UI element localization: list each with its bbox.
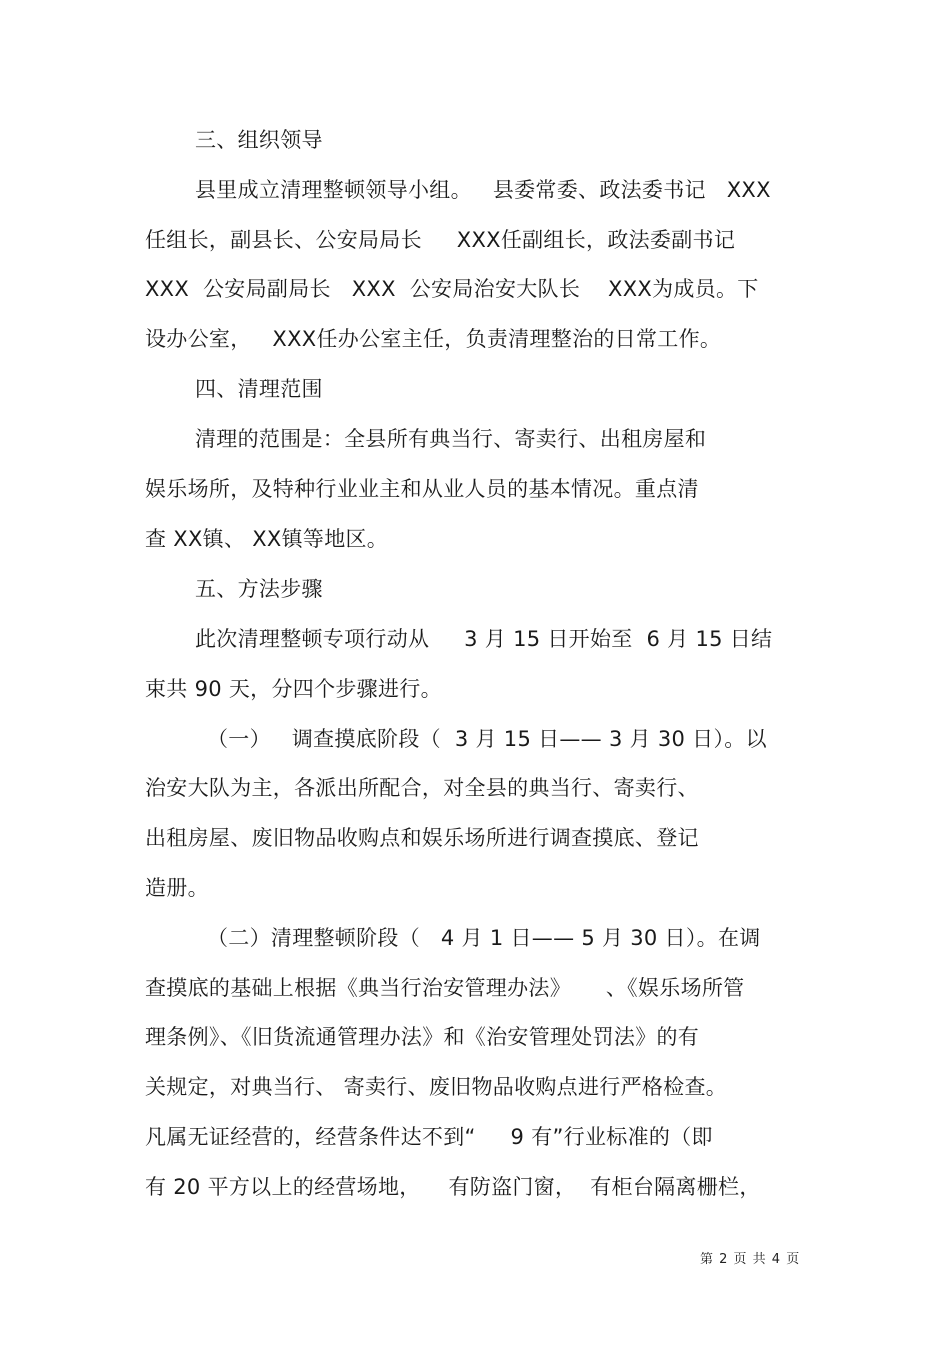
paragraph-line: 理条例》、《旧货流通管理办法》和《治安管理处罚法》的有 — [145, 1025, 700, 1049]
page-number-footer: 第 2 页 共 4 页 — [700, 1252, 801, 1267]
paragraph-line: 有 20 平方以上的经营场地， 有防盗门窗， 有柜台隔离栅栏， — [145, 1175, 761, 1199]
paragraph-line: 县里成立清理整顿领导小组。 县委常委、政法委书记 XXX — [195, 178, 771, 202]
paragraph-line: 查摸底的基础上根据《典当行治安管理办法》 、《娱乐场所管 — [145, 976, 745, 1000]
paragraph-line: 束共 90 天，分四个步骤进行。 — [145, 677, 442, 701]
paragraph-line: 治安大队为主，各派出所配合，对全县的典当行、寄卖行、 — [145, 776, 699, 800]
paragraph-line: （二）清理整顿阶段（ 4 月 1 日—— 5 月 30 日）。在调 — [207, 926, 761, 950]
paragraph-line: 造册。 — [145, 876, 209, 900]
paragraph-line: 任组长，副县长、公安局局长 XXX任副组长，政法委副书记 — [145, 228, 736, 252]
paragraph-line: 关规定，对典当行、 寄卖行、废旧物品收购点进行严格检查。 — [145, 1075, 728, 1099]
paragraph-line: 出租房屋、废旧物品收购点和娱乐场所进行调查摸底、登记 — [145, 826, 699, 850]
section-heading-scope: 四、清理范围 — [195, 377, 323, 401]
paragraph-line: 设办公室， XXX任办公室主任，负责清理整治的日常工作。 — [145, 327, 722, 351]
section-heading-organization: 三、组织领导 — [195, 128, 323, 152]
paragraph-line: （一） 调查摸底阶段（ 3 月 15 日—— 3 月 30 日）。以 — [207, 727, 767, 751]
paragraph-line: 此次清理整顿专项行动从 3 月 15 日开始至 6 月 15 日结 — [195, 627, 773, 651]
paragraph-line: XXX 公安局副局长 XXX 公安局治安大队长 XXX为成员。下 — [145, 277, 759, 301]
paragraph-line: 凡属无证经营的，经营条件达不到“ 9 有”行业标准的（即 — [145, 1125, 713, 1149]
section-heading-steps: 五、方法步骤 — [195, 577, 323, 601]
paragraph-line: 清理的范围是：全县所有典当行、寄卖行、出租房屋和 — [195, 427, 707, 451]
paragraph-line: 查 XX镇、 XX镇等地区。 — [145, 527, 389, 551]
paragraph-line: 娱乐场所，及特种行业业主和从业人员的基本情况。重点清 — [145, 477, 699, 501]
